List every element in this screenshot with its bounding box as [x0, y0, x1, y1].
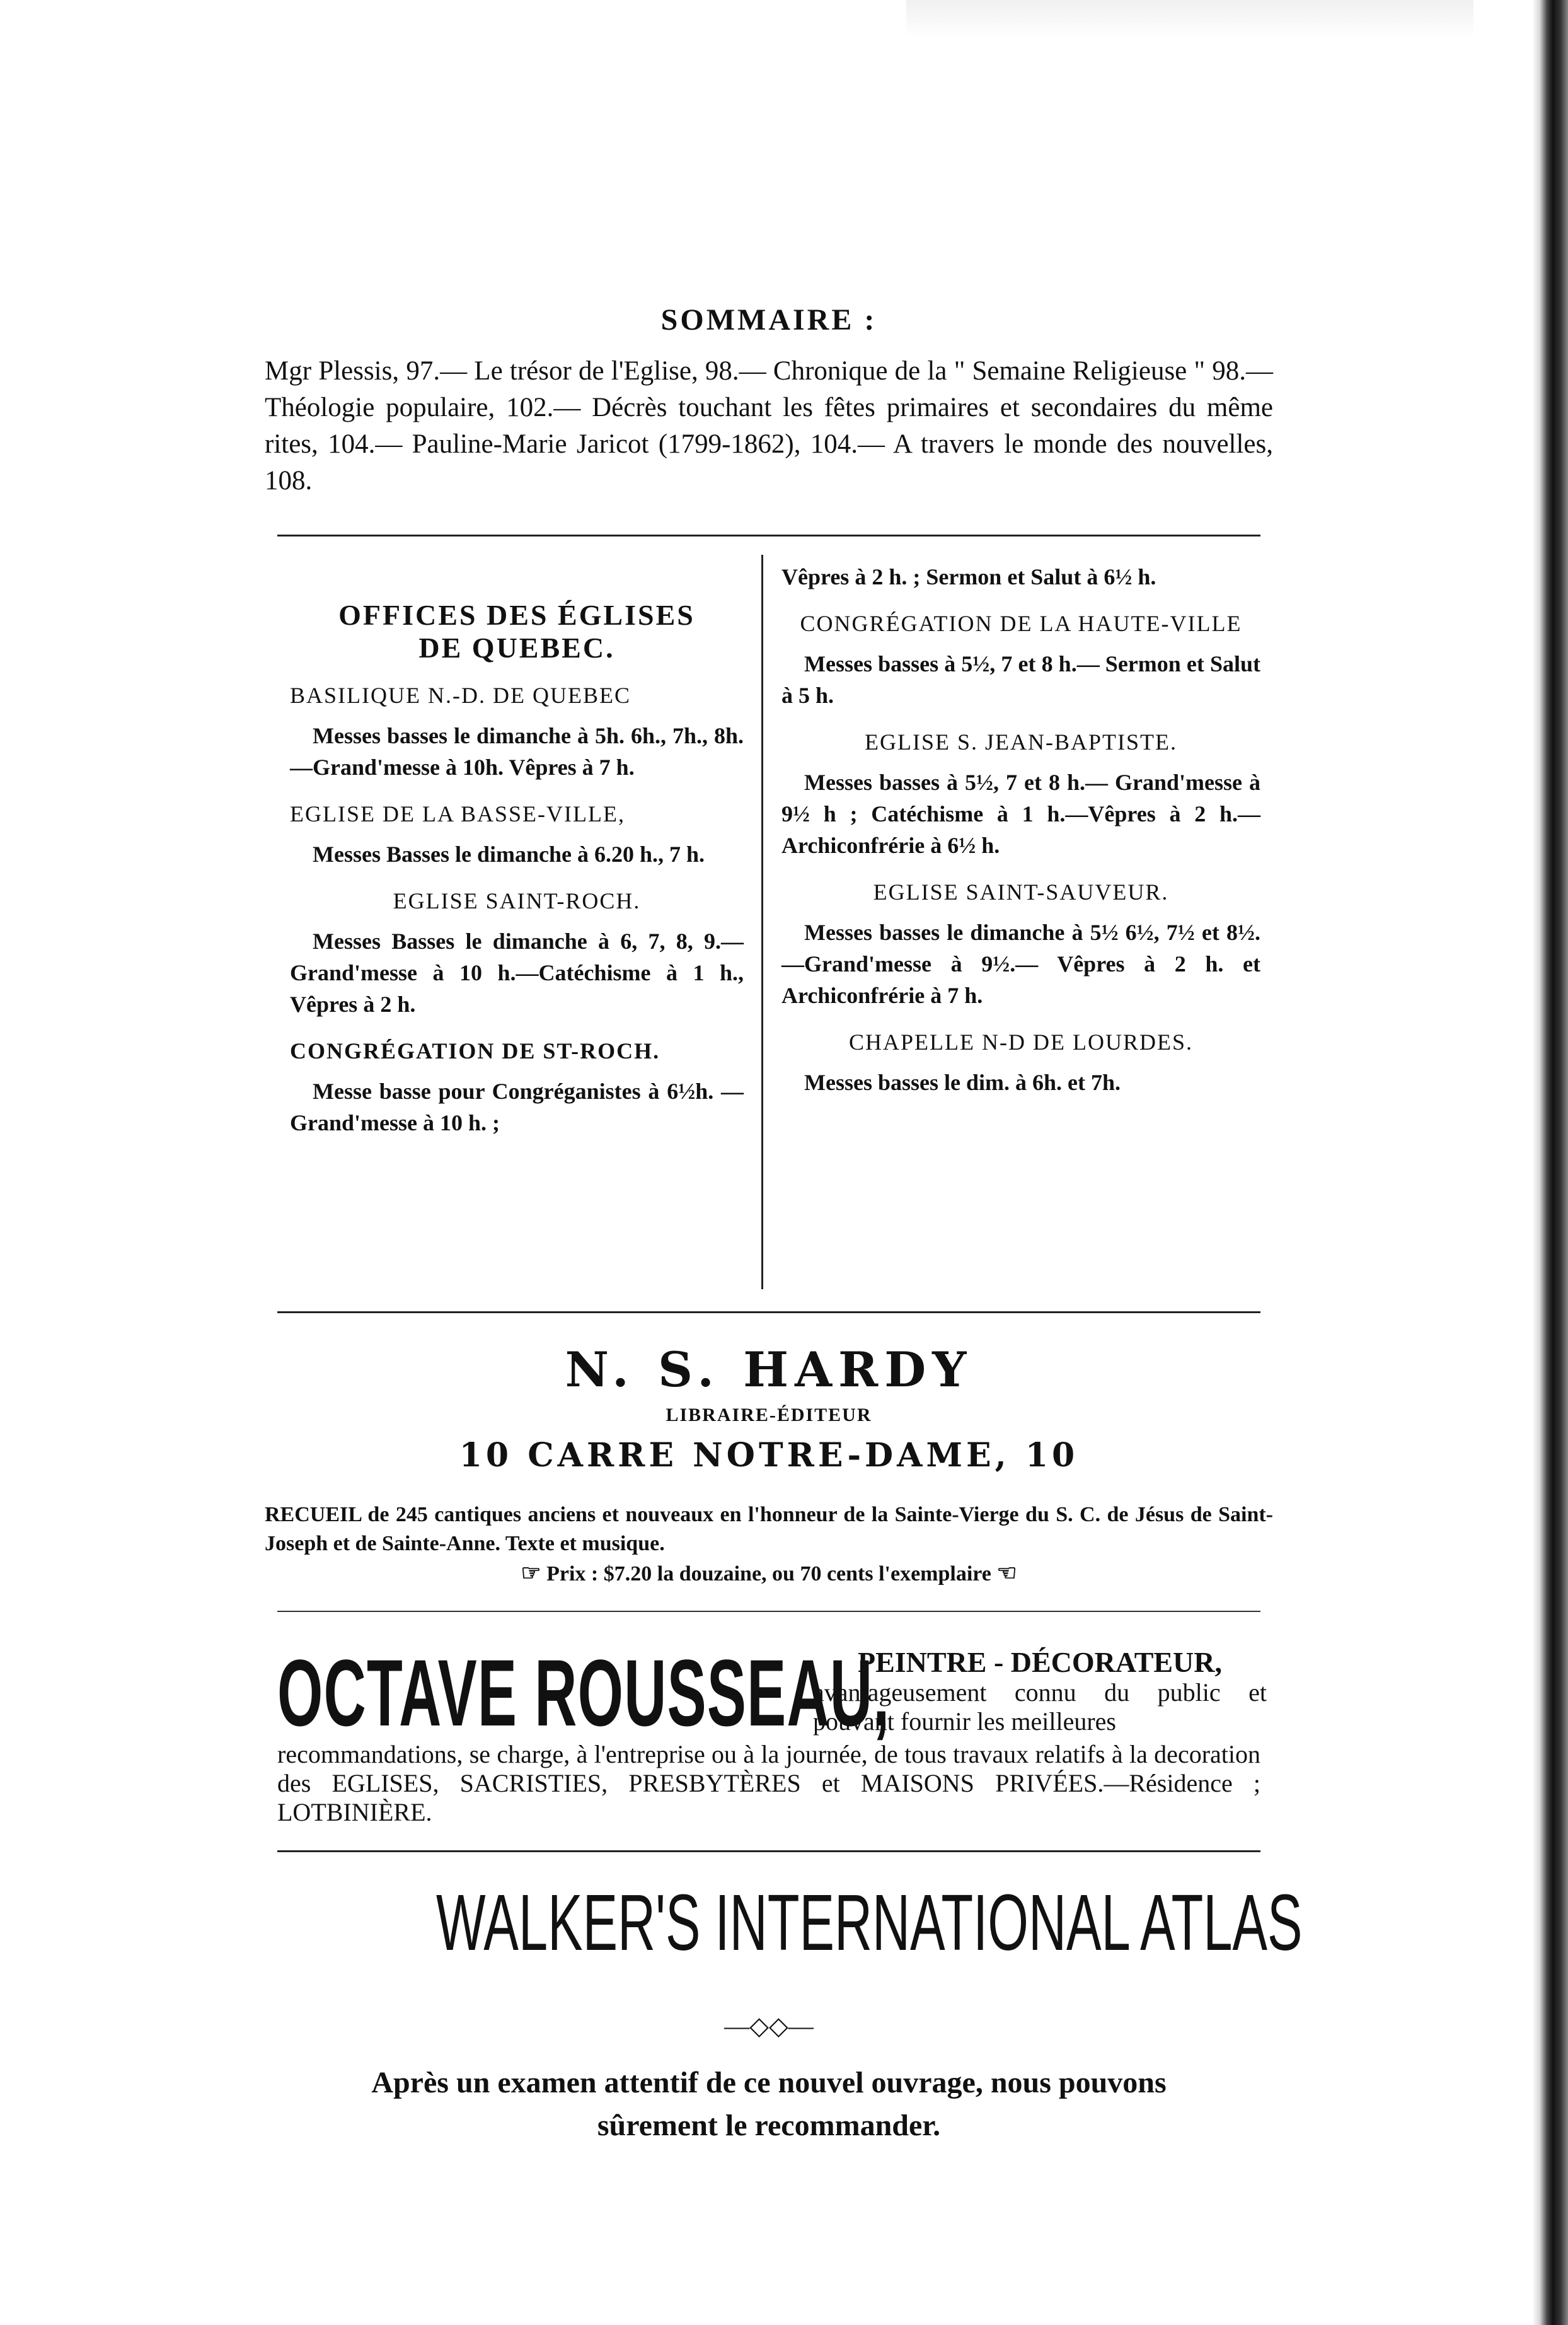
divider-rule [277, 1311, 1260, 1313]
offices-left-column [290, 561, 744, 1139]
mass-times: Messes basses à 5½, 7 et 8 h.— Sermon et Salut à 5 h. [781, 651, 1260, 708]
mass-times: Messes basses le dimanche à 5½ 6½, 7½ et 8½.—Grand'messe à 9½.— Vêpres à 2 h. et Archiconfrérie à 7 h. [781, 920, 1260, 1008]
mass-times: Messes basses à 5½, 7 et 8 h.— Grand'messe à 9½ h ; Catéchisme à 1 h.—Vêpres à 2 h.— Archiconfrérie à 6½ h. [781, 770, 1260, 858]
pointing-hand-right-icon: ☞ [521, 1560, 541, 1586]
church-name: EGLISE DE LA BASSE-VILLE, [290, 801, 625, 826]
offices-right-column [781, 561, 1260, 1098]
offices-title [290, 599, 744, 664]
page-content [265, 0, 1303, 2325]
divider-rule [277, 535, 1260, 536]
walker-title: WALKER'S INTERNATIONAL ATLAS [436, 1878, 1303, 1967]
hardy-name: N. S. HARDY [565, 1342, 973, 1398]
divider-rule [277, 1850, 1260, 1852]
hardy-description: RECUEIL de 245 cantiques anciens et nouveaux en l'honneur de la Sainte-Vierge du S. C. de Jésus de Saint-Joseph et de Sainte-Anne. Texte et musique. [265, 1503, 1273, 1555]
church-name: EGLISE S. JEAN-BAPTISTE. [865, 729, 1177, 755]
offices-title-line2: DE QUEBEC. [418, 632, 615, 664]
rousseau-text: recommandations, se charge, à l'entreprise ou à la journée, de tous travaux relatifs à la decoration des EGLISES, SACRISTIES, PRESBYTÈRES et MAISONS PRIVÉES.—Résidence ; LOTBINIÈRE. [277, 1740, 1260, 1826]
church-name: EGLISE SAINT-SAUVEUR. [873, 879, 1169, 905]
pointing-hand-left-icon: ☜ [996, 1560, 1017, 1586]
hardy-address: 10 CARRE NOTRE-DAME, 10 [459, 1436, 1079, 1475]
church-name: EGLISE SAINT-ROCH. [393, 888, 641, 913]
church-name: BASILIQUE N.-D. DE QUEBEC [290, 683, 631, 708]
rousseau-name: OCTAVE ROUSSEAU, [277, 1640, 891, 1746]
ornament-divider-icon: —◇◇— [724, 2012, 814, 2040]
rousseau-role: PEINTRE - DÉCORATEUR, [857, 1646, 1223, 1678]
mass-times: Messes Basses le dimanche à 6.20 h., 7 h. [313, 842, 705, 867]
offices-title-line1: OFFICES DES ÉGLISES [338, 599, 695, 631]
church-name: CONGRÉGATION DE ST-ROCH. [290, 1038, 660, 1064]
mass-times: Messes basses le dim. à 6h. et 7h. [804, 1070, 1121, 1095]
sommaire-title: SOMMAIRE : [660, 303, 877, 337]
mass-times: Messe basse pour Congréganistes à 6½h. — Grand'messe à 10 h. ; [290, 1079, 744, 1135]
mass-times: Messes basses le dimanche à 5h. 6h., 7h., 8h.—Grand'messe à 10h. Vêpres à 7 h. [290, 723, 744, 780]
church-name: CHAPELLE N-D DE LOURDES. [849, 1029, 1193, 1055]
church-name: CONGRÉGATION DE LA HAUTE-VILLE [800, 611, 1242, 636]
hardy-role: LIBRAIRE-ÉDITEUR [666, 1405, 872, 1425]
hardy-price-line [265, 1558, 1273, 1589]
page-binding-edge [1473, 0, 1568, 2325]
mass-times: Messes Basses le dimanche à 6, 7, 8, 9.—Grand'messe à 10 h.—Catéchisme à 1 h., Vêpres à 2 h. [290, 929, 744, 1017]
walker-text: Après un examen attentif de ce nouvel ouvrage, nous pouvons sûrement le recommander. [371, 2066, 1167, 2142]
mass-times-continued: Vêpres à 2 h. ; Sermon et Salut à 6½ h. [781, 564, 1156, 589]
column-divider [761, 555, 763, 1289]
divider-rule [277, 1611, 1260, 1612]
sommaire-text: Mgr Plessis, 97.— Le trésor de l'Eglise, 98.— Chronique de la " Semaine Religieuse " 98.— Théologie populaire, 102.— Décrès touchant les fêtes primaires et secondaires du même rites, 104.— Pauline-Marie Jaricot (1799-1862), 104.— A travers le monde des nouvelles, 108. [265, 356, 1273, 496]
rousseau-intro: avantageusement connu du public et pouvant fournir les meilleures [813, 1678, 1267, 1736]
hardy-ad-text [265, 1500, 1273, 1589]
hardy-price: Prix : $7.20 la douzaine, ou 70 cents l'exemplaire [546, 1562, 991, 1586]
